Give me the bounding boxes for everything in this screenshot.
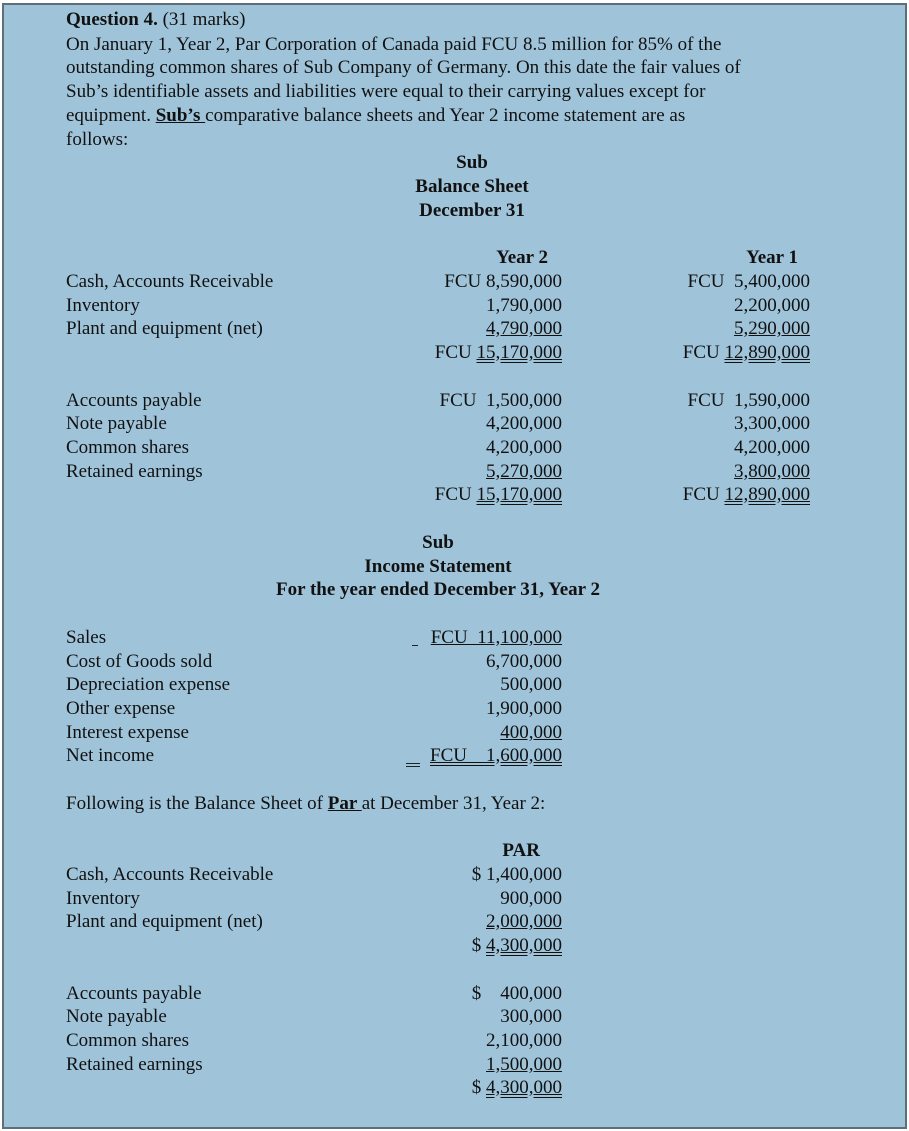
is-label: Net income [66,745,155,766]
liability-y1: 3,800,000 [734,461,810,482]
par-asset-value: $ 1,400,000 [471,864,562,885]
intro-line: On January 1, Year 2, Par Corporation of Canada paid FCU 8.5 million for 85% of the [66,34,722,55]
question-marks: (31 marks) [157,9,246,30]
question-label: Question 4. [66,9,158,30]
par-liability-value: 2,100,000 [486,1030,562,1051]
par-asset-label: Cash, Accounts Receivable [66,864,274,885]
par-asset-label: Plant and equipment (net) [66,911,263,932]
par-asset-label: Inventory [66,888,140,909]
liability-y2: 4,200,000 [486,437,562,458]
asset-y1: 5,290,000 [734,318,810,339]
is-label: Sales [66,627,107,648]
asset-y1: 2,200,000 [734,295,810,316]
is-label: Interest expense [66,722,189,743]
intro-line: Sub’s identifiable assets and liabilities were equal to their carrying values except for [66,81,706,102]
par-emphasis: Par [327,793,362,814]
liability-label: Common shares [66,437,189,458]
is-value: FCU 1,600,000 [430,745,562,766]
par-liability-label: Common shares [66,1030,189,1051]
par-asset-value: 900,000 [500,888,562,909]
par-liability-label: Retained earnings [66,1054,203,1075]
is-value: FCU 11,100,000 [430,627,562,648]
sub-bs-title: December 31 [419,200,525,221]
intro-line: equipment. Sub’s comparative balance sheets and Year 2 income statement are as [66,105,686,126]
year1-header: Year 1 [746,247,798,268]
asset-label: Plant and equipment (net) [66,318,263,339]
par-asset-value: 2,000,000 [486,911,562,932]
liability-label: Note payable [66,413,167,434]
is-value: 6,700,000 [486,651,562,672]
liab-total-y1: FCU 12,890,000 [682,484,810,505]
sub-bs-title: Sub [456,152,488,173]
is-label: Depreciation expense [66,674,231,695]
asset-y1: FCU 5,400,000 [687,271,810,292]
par-liability-value: $ 400,000 [471,983,562,1004]
par-header: PAR [502,840,540,861]
net-income-rule [406,763,420,764]
asset-y2: FCU 8,590,000 [444,271,562,292]
sub-bs-title: Balance Sheet [415,176,529,197]
liab-total-y2: FCU 15,170,000 [434,484,562,505]
is-value: 500,000 [500,674,562,695]
sales-rule [412,645,418,646]
asset-label: Inventory [66,295,140,316]
par-liability-label: Note payable [66,1006,167,1027]
is-value: 1,900,000 [486,698,562,719]
intro-line: outstanding common shares of Sub Company of Germany. On this date the fair values of [66,57,741,78]
liability-label: Retained earnings [66,461,203,482]
assets-total-y2: FCU 15,170,000 [434,342,562,363]
year2-header: Year 2 [496,247,548,268]
liability-y2: 4,200,000 [486,413,562,434]
liability-y2: 5,270,000 [486,461,562,482]
par-assets-total: $ 4,300,000 [471,935,562,956]
liability-y1: FCU 1,590,000 [687,390,810,411]
sub-is-title: Sub [422,532,454,553]
assets-total-y1: FCU 12,890,000 [682,342,810,363]
par-liab-total: $ 4,300,000 [471,1077,562,1098]
asset-y2: 4,790,000 [486,318,562,339]
asset-label: Cash, Accounts Receivable [66,271,274,292]
question-heading [66,8,245,31]
par-liability-label: Accounts payable [66,983,202,1004]
asset-y2: 1,790,000 [486,295,562,316]
sub-emphasis: Sub’s [155,105,206,126]
is-label: Cost of Goods sold [66,651,213,672]
is-label: Other expense [66,698,176,719]
liability-y1: 4,200,000 [734,437,810,458]
liability-label: Accounts payable [66,390,202,411]
intro-line: follows: [66,129,129,150]
liability-y1: 3,300,000 [734,413,810,434]
liability-y2: FCU 1,500,000 [439,390,562,411]
par-intro: Following is the Balance Sheet of Par at December 31, Year 2: [66,793,546,814]
par-liability-value: 1,500,000 [486,1054,562,1075]
sub-is-title: Income Statement [364,556,512,577]
par-liability-value: 300,000 [500,1006,562,1027]
sub-is-title: For the year ended December 31, Year 2 [276,579,600,600]
net-income-rule [406,766,420,767]
is-value: 400,000 [500,722,562,743]
